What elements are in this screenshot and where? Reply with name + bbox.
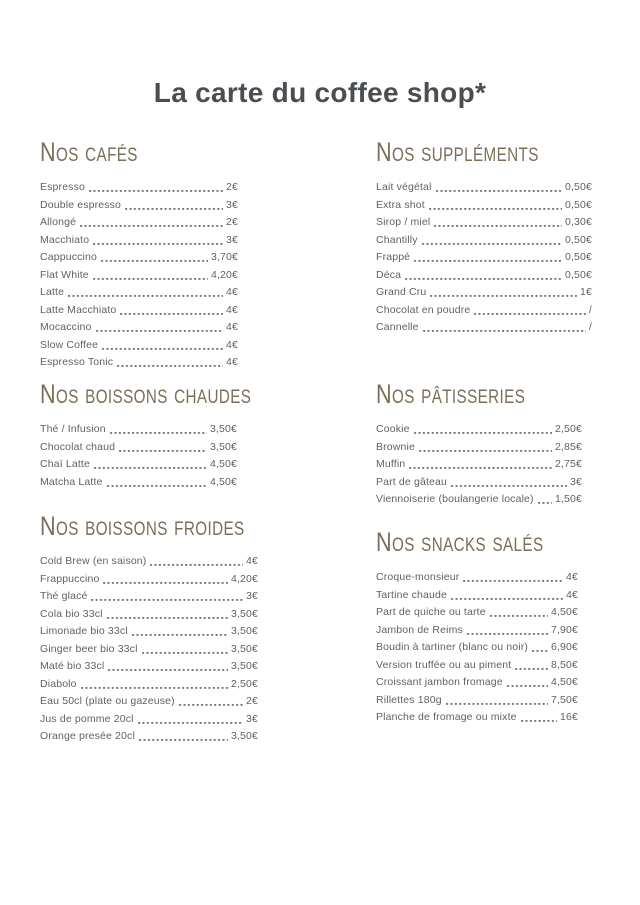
- dotted-leader: [451, 587, 563, 605]
- item-name: Rillettes 180g: [376, 693, 442, 706]
- menu-item: [376, 302, 592, 320]
- menu-item: [376, 604, 578, 622]
- item-name: Maté bio 33cl: [40, 660, 105, 672]
- item-name: Allongé: [40, 216, 77, 228]
- section-heading: Nos cafés: [40, 137, 138, 167]
- menu-item: [376, 284, 592, 302]
- menu-item: [376, 319, 592, 337]
- item-name: Frappé: [376, 251, 411, 263]
- item-price: 2,75€: [554, 458, 582, 470]
- dotted-leader: [132, 623, 228, 641]
- dotted-leader: [108, 658, 228, 676]
- item-price: 3,50€: [230, 607, 258, 620]
- item-price: 3,50€: [230, 730, 258, 742]
- dotted-leader: [434, 214, 562, 232]
- item-price: 4,50€: [550, 676, 578, 688]
- item-name: Déca: [376, 268, 402, 281]
- item-name: Ginger beer bio 33cl: [40, 642, 138, 655]
- page-title: La carte du coffee shop*: [153, 77, 487, 108]
- item-price: 0,50€: [564, 181, 592, 193]
- item-price: 4,50€: [550, 606, 578, 618]
- item-name: Frappuccino: [40, 572, 100, 585]
- section-cafes: [40, 139, 238, 372]
- item-name: Jus de pomme 20cl: [40, 712, 134, 725]
- item-price: 3,50€: [230, 625, 258, 637]
- item-price: 4€: [226, 286, 238, 298]
- dotted-leader: [103, 571, 228, 589]
- item-price: 4€: [226, 356, 238, 368]
- menu-item: [40, 658, 258, 676]
- item-name: Part de gâteau: [376, 475, 447, 488]
- item-name: Chaï Latte: [40, 458, 90, 470]
- menu-item-list: [40, 421, 237, 491]
- dotted-leader: [179, 693, 243, 711]
- section-snacks: [376, 529, 578, 727]
- menu-item: [376, 657, 578, 675]
- menu-item-list: [376, 421, 582, 509]
- menu-item: [40, 232, 238, 250]
- menu-item: [40, 354, 238, 372]
- item-price: 4€: [226, 321, 238, 333]
- item-price: 0,50€: [564, 268, 592, 281]
- menu-item: [376, 249, 592, 267]
- menu-item: [40, 693, 258, 711]
- item-name: Mocaccino: [40, 321, 92, 333]
- item-name: Cappuccino: [40, 251, 97, 263]
- menu-item: [40, 319, 238, 337]
- dotted-leader: [89, 179, 223, 197]
- item-name: Latte Macchiato: [40, 303, 117, 316]
- menu-item: [376, 232, 592, 250]
- section-heading: Nos snacks salés: [376, 527, 544, 557]
- dotted-leader: [107, 474, 207, 492]
- dotted-leader: [451, 474, 567, 492]
- dotted-leader: [507, 674, 548, 692]
- item-price: 3,50€: [230, 660, 258, 672]
- dotted-leader: [463, 569, 563, 587]
- dotted-leader: [107, 606, 228, 624]
- menu-item: [376, 639, 578, 657]
- dotted-leader: [422, 232, 562, 250]
- menu-item: [40, 728, 258, 746]
- menu-item: [40, 439, 237, 457]
- dotted-leader: [68, 284, 223, 302]
- dotted-leader: [446, 692, 548, 710]
- item-price: 3€: [570, 475, 582, 488]
- item-price: /: [588, 321, 592, 333]
- menu-item: [40, 249, 238, 267]
- item-price: 3€: [226, 233, 238, 246]
- item-name: Part de quiche ou tarte: [376, 606, 486, 618]
- dotted-leader: [436, 179, 562, 197]
- menu-item: [40, 571, 258, 589]
- item-price: 4,20€: [230, 572, 258, 585]
- item-price: 2€: [246, 695, 258, 707]
- dotted-leader: [409, 456, 552, 474]
- dotted-leader: [430, 284, 577, 302]
- item-price: 4€: [226, 303, 238, 316]
- item-price: 3,50€: [209, 423, 237, 435]
- item-name: Eau 50cl (plate ou gazeuse): [40, 695, 175, 707]
- dotted-leader: [101, 249, 208, 267]
- item-name: Extra shot: [376, 198, 425, 211]
- dotted-leader: [429, 197, 562, 215]
- item-price: 3,50€: [209, 440, 237, 453]
- section-patisseries: [376, 381, 582, 509]
- item-price: 0,30€: [564, 216, 592, 228]
- item-name: Matcha Latte: [40, 475, 103, 488]
- dotted-leader: [405, 267, 562, 285]
- item-price: /: [588, 303, 592, 316]
- item-price: 8,50€: [550, 658, 578, 671]
- dotted-leader: [419, 439, 552, 457]
- item-price: 3,50€: [230, 642, 258, 655]
- item-name: Espresso Tonic: [40, 356, 114, 368]
- item-price: 4€: [566, 588, 578, 601]
- dotted-leader: [96, 319, 223, 337]
- item-name: Jambon de Reims: [376, 623, 463, 636]
- item-name: Orange presée 20cl: [40, 730, 135, 742]
- item-name: Cookie: [376, 423, 410, 435]
- dotted-leader: [532, 639, 548, 657]
- dotted-leader: [414, 421, 552, 439]
- menu-item: [376, 214, 592, 232]
- menu-item-list: [376, 179, 592, 337]
- section-supplements: [376, 139, 592, 337]
- item-price: 4,50€: [209, 475, 237, 488]
- menu-item: [40, 267, 238, 285]
- item-price: 2€: [226, 216, 238, 228]
- item-name: Cannelle: [376, 321, 419, 333]
- section-heading: Nos pâtisseries: [376, 379, 526, 409]
- item-name: Flat White: [40, 268, 89, 281]
- dotted-leader: [94, 456, 207, 474]
- menu-item-list: [40, 553, 258, 746]
- dotted-leader: [150, 553, 243, 571]
- menu-item: [376, 267, 592, 285]
- dotted-leader: [117, 354, 223, 372]
- dotted-leader: [102, 337, 223, 355]
- item-name: Limonade bio 33cl: [40, 625, 128, 637]
- item-name: Chocolat chaud: [40, 440, 116, 453]
- dotted-leader: [490, 604, 548, 622]
- item-name: Lait végétal: [376, 181, 432, 193]
- dotted-leader: [414, 249, 562, 267]
- menu-item: [376, 179, 592, 197]
- item-price: 4,50€: [209, 458, 237, 470]
- dotted-leader: [467, 622, 548, 640]
- item-price: 2€: [226, 181, 238, 193]
- item-name: Brownie: [376, 440, 415, 453]
- menu-item: [376, 456, 582, 474]
- item-name: Macchiato: [40, 233, 90, 246]
- item-name: Slow Coffee: [40, 338, 99, 351]
- section-heading: Nos boissons froides: [40, 511, 245, 541]
- item-name: Version truffée ou au piment: [376, 658, 512, 671]
- item-name: Grand Cru: [376, 286, 427, 298]
- menu-item: [376, 622, 578, 640]
- menu-item: [40, 214, 238, 232]
- menu-item: [40, 421, 237, 439]
- item-name: Muffin: [376, 458, 406, 470]
- menu-item: [376, 474, 582, 492]
- item-price: 0,50€: [564, 233, 592, 246]
- menu-item: [40, 641, 258, 659]
- section-heading: Nos boissons chaudes: [40, 379, 252, 409]
- menu-item: [376, 197, 592, 215]
- item-name: Croque-monsieur: [376, 571, 460, 583]
- item-price: 0,50€: [564, 198, 592, 211]
- item-name: Cold Brew (en saison): [40, 555, 147, 567]
- menu-item: [376, 709, 578, 727]
- item-price: 6,90€: [550, 641, 578, 653]
- menu-item: [376, 674, 578, 692]
- menu-item: [40, 302, 238, 320]
- menu-item: [40, 606, 258, 624]
- item-price: 4€: [566, 571, 578, 583]
- dotted-leader: [91, 588, 243, 606]
- item-price: 0,50€: [564, 251, 592, 263]
- item-name: Croissant jambon fromage: [376, 676, 503, 688]
- menu-item: [40, 337, 238, 355]
- item-price: 16€: [560, 711, 578, 723]
- item-name: Viennoiserie (boulangerie locale): [376, 493, 534, 505]
- menu-item: [376, 692, 578, 710]
- dotted-leader: [139, 728, 228, 746]
- menu-item: [40, 711, 258, 729]
- item-price: 1€: [580, 286, 592, 298]
- section-heading: Nos suppléments: [376, 137, 539, 167]
- menu-item: [376, 439, 582, 457]
- dotted-leader: [138, 711, 243, 729]
- item-price: 2,50€: [554, 423, 582, 435]
- section-chaudes: [40, 379, 252, 491]
- item-name: Thé / Infusion: [40, 423, 106, 435]
- item-name: Espresso: [40, 181, 85, 193]
- item-name: Diabolo: [40, 677, 77, 690]
- item-price: 3€: [226, 198, 238, 211]
- item-price: 4,20€: [210, 268, 238, 281]
- item-price: 1,50€: [554, 493, 582, 505]
- menu-item: [376, 569, 578, 587]
- menu-item: [40, 456, 237, 474]
- menu-item: [40, 676, 258, 694]
- menu-item: [40, 623, 258, 641]
- menu-item: [40, 284, 238, 302]
- dotted-leader: [120, 302, 223, 320]
- menu-item: [376, 491, 582, 509]
- item-price: 3€: [246, 590, 258, 602]
- menu-item: [40, 588, 258, 606]
- dotted-leader: [423, 319, 586, 337]
- item-name: Double espresso: [40, 198, 122, 211]
- item-name: Tartine chaude: [376, 588, 447, 601]
- item-price: 4€: [226, 338, 238, 351]
- item-price: 7,50€: [550, 693, 578, 706]
- item-name: Chocolat en poudre: [376, 303, 471, 316]
- item-price: 7,90€: [550, 623, 578, 636]
- dotted-leader: [93, 267, 208, 285]
- menu-item: [376, 587, 578, 605]
- dotted-leader: [119, 439, 207, 457]
- item-price: 2,85€: [554, 440, 582, 453]
- dotted-leader: [474, 302, 586, 320]
- menu-item: [40, 474, 237, 492]
- dotted-leader: [515, 657, 548, 675]
- item-name: Latte: [40, 286, 65, 298]
- item-name: Boudin à tartiner (blanc ou noir): [376, 641, 529, 653]
- dotted-leader: [81, 676, 228, 694]
- dotted-leader: [538, 491, 552, 509]
- menu-item-list: [40, 179, 238, 372]
- item-price: 3€: [246, 712, 258, 725]
- dotted-leader: [142, 641, 228, 659]
- menu-item: [376, 421, 582, 439]
- item-name: Chantilly: [376, 233, 418, 246]
- dotted-leader: [110, 421, 207, 439]
- section-froides: [40, 513, 258, 746]
- dotted-leader: [80, 214, 223, 232]
- item-name: Sirop / miel: [376, 216, 431, 228]
- menu-item-list: [376, 569, 578, 727]
- menu-item: [40, 553, 258, 571]
- item-name: Thé glacé: [40, 590, 88, 602]
- menu-item: [40, 197, 238, 215]
- menu-item: [40, 179, 238, 197]
- dotted-leader: [125, 197, 223, 215]
- item-price: 3,70€: [210, 251, 238, 263]
- item-name: Cola bio 33cl: [40, 607, 103, 620]
- item-name: Planche de fromage ou mixte: [376, 711, 517, 723]
- item-price: 4€: [246, 555, 258, 567]
- dotted-leader: [93, 232, 223, 250]
- dotted-leader: [521, 709, 557, 727]
- item-price: 2,50€: [230, 677, 258, 690]
